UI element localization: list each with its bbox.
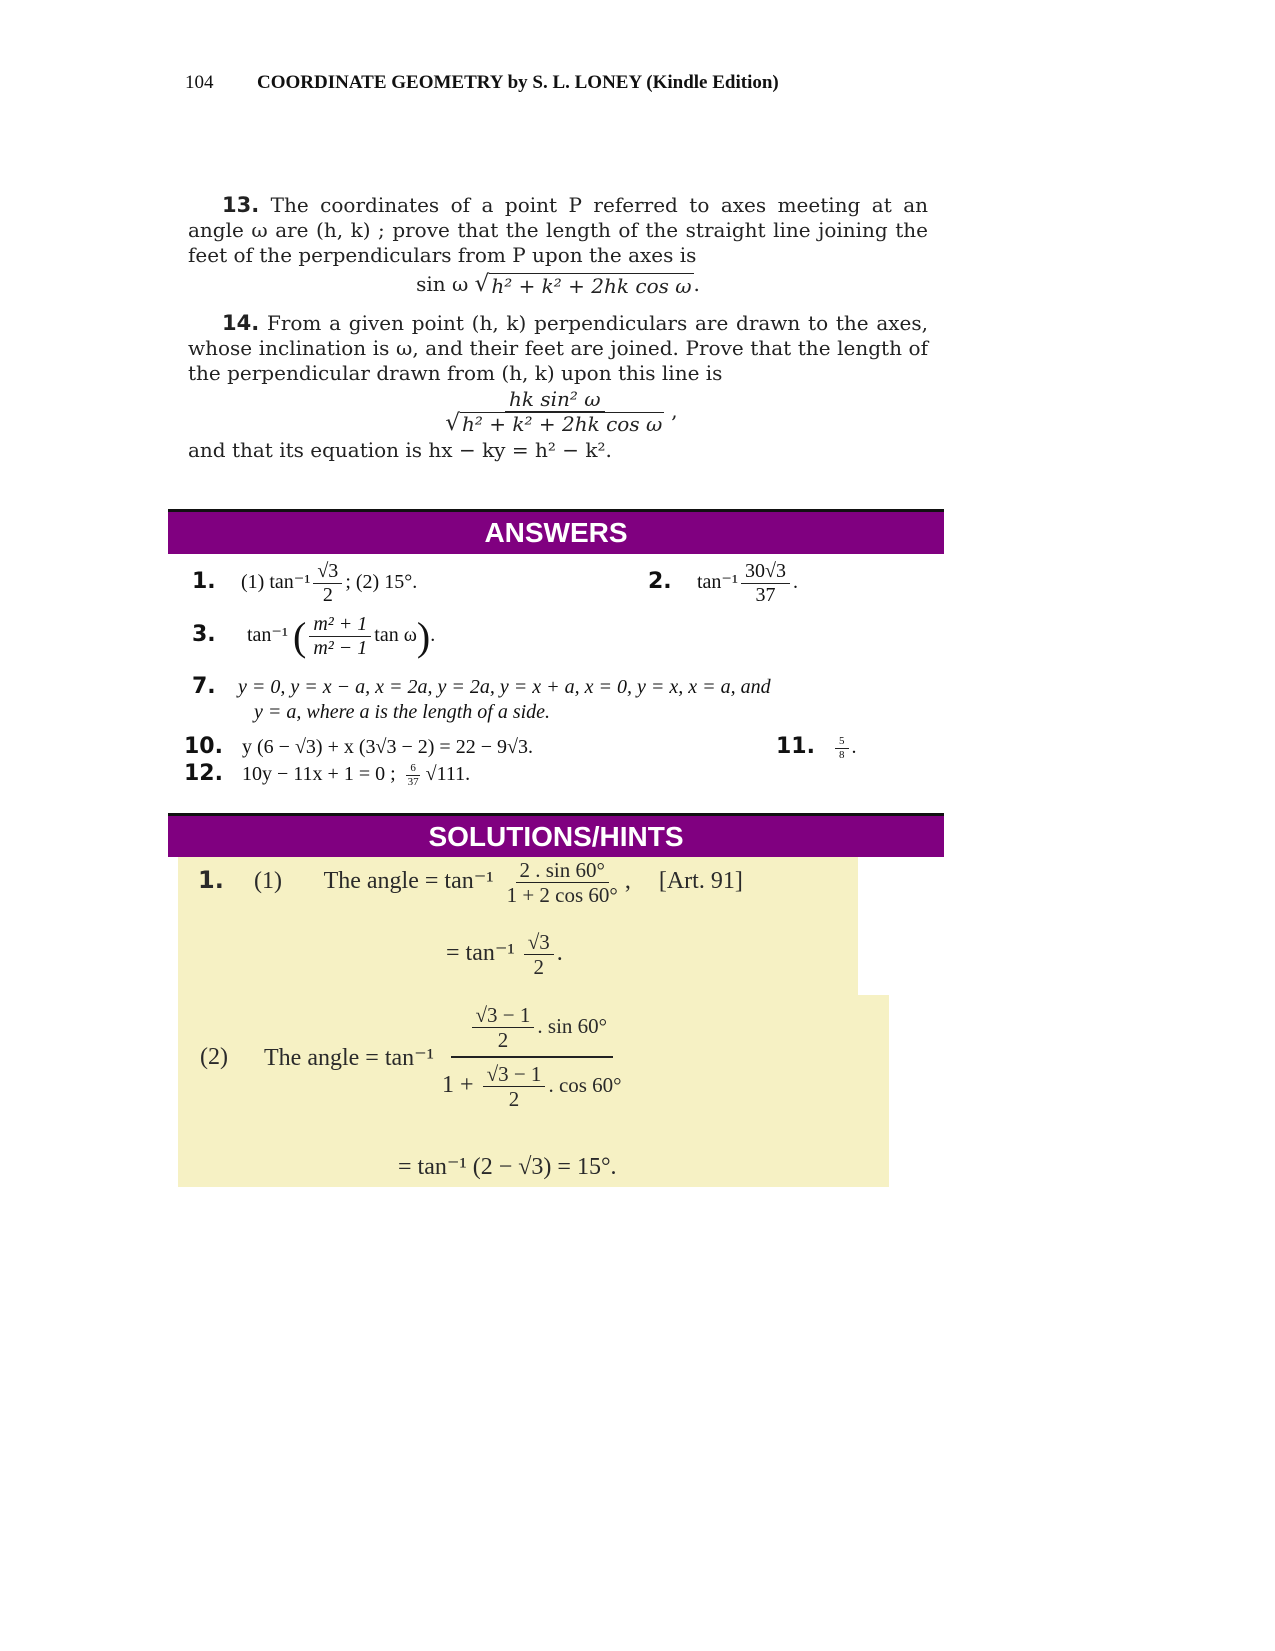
problem-13 xyxy=(188,193,928,298)
page-number: 104 xyxy=(185,72,214,93)
page-header xyxy=(185,72,779,94)
problem-13-formula: sin ω √ h² + k² + 2hk cos ω . xyxy=(416,271,700,298)
solution-2-fraction: (2) The angle = tan⁻¹ $\frac{√3 - 1}{2}$ . sin 60° 1 + $\frac{√3 - 1}{2}$ . cos 60° xyxy=(200,1003,631,1112)
answer-11: 11. $\frac{5}{8}$ . xyxy=(776,734,857,761)
answers-heading: ANSWERS xyxy=(168,509,944,554)
compound-fraction: $\frac{√3 - 1}{2}$ . sin 60° 1 + $\frac{√3 - 1}{2}$ . cos 60° xyxy=(442,1003,622,1112)
problem-13-text: 13. The coordinates of a point P referred to axes meeting at an angle ω are (h, k) ; prove that the length of the straight line joining the feet of the perpendiculars from P upon the axes is xyxy=(188,193,929,267)
answer-7: 7. y = 0, y = x − a, x = 2a, y = 2a, y = x + a, x = 0, y = x, x = a, and y = a, where a is the length of a side. xyxy=(192,674,771,723)
answer-3: 3. tan⁻¹ ( $\frac{\text{m² + 1}}{\text{m² − 1}}$ tan ω). xyxy=(192,613,436,659)
book-title: COORDINATE GEOMETRY by S. L. LONEY (Kindle Edition) xyxy=(257,72,779,93)
problem-14-closing: and that its equation is hx − ky = h² − k². xyxy=(188,438,612,462)
answer-12: 12. 10y − 11x + 1 = 0 ; $\frac{6}{37}$ √111. xyxy=(184,761,471,788)
problem-14 xyxy=(188,311,928,463)
solution-1-line1: 1. (1) The angle = tan⁻¹ $\frac{2 . \sin 60^\circ}{1 + 2 \cos 60^\circ}$ , [Art. 91] xyxy=(198,858,743,908)
solution-1-line2: = tan⁻¹ $\frac{√3}{2}$ . xyxy=(446,930,563,980)
answer-1: 1. (1) tan⁻¹ $\frac{√3}{2}$ ; (2) 15°. xyxy=(192,560,418,606)
problem-14-formula: hk sin² ω √ h² + k² + 2hk cos ω , xyxy=(188,388,928,436)
answer-10: 10. y (6 − √3) + x (3√3 − 2) = 22 − 9√3. xyxy=(184,734,533,759)
solution-2-result: = tan⁻¹ (2 − √3) = 15°. xyxy=(398,1154,617,1180)
answer-2: 2. tan⁻¹ $\frac{30√3}{37}$ . xyxy=(648,560,798,606)
problem-number: 14. xyxy=(222,311,260,335)
problem-14-text: 14. From a given point (h, k) perpendiculars are drawn to the axes, whose inclination is ω, and their feet are joined. Prove that the length of the perpendicular drawn from (h, k) upon this line is xyxy=(188,311,928,385)
fraction: hk sin² ω √ h² + k² + 2hk cos ω xyxy=(445,387,663,436)
solutions-heading: SOLUTIONS/HINTS xyxy=(168,813,944,857)
problem-number: 13. xyxy=(222,193,260,217)
sqrt-expression: √ h² + k² + 2hk cos ω xyxy=(474,271,692,298)
